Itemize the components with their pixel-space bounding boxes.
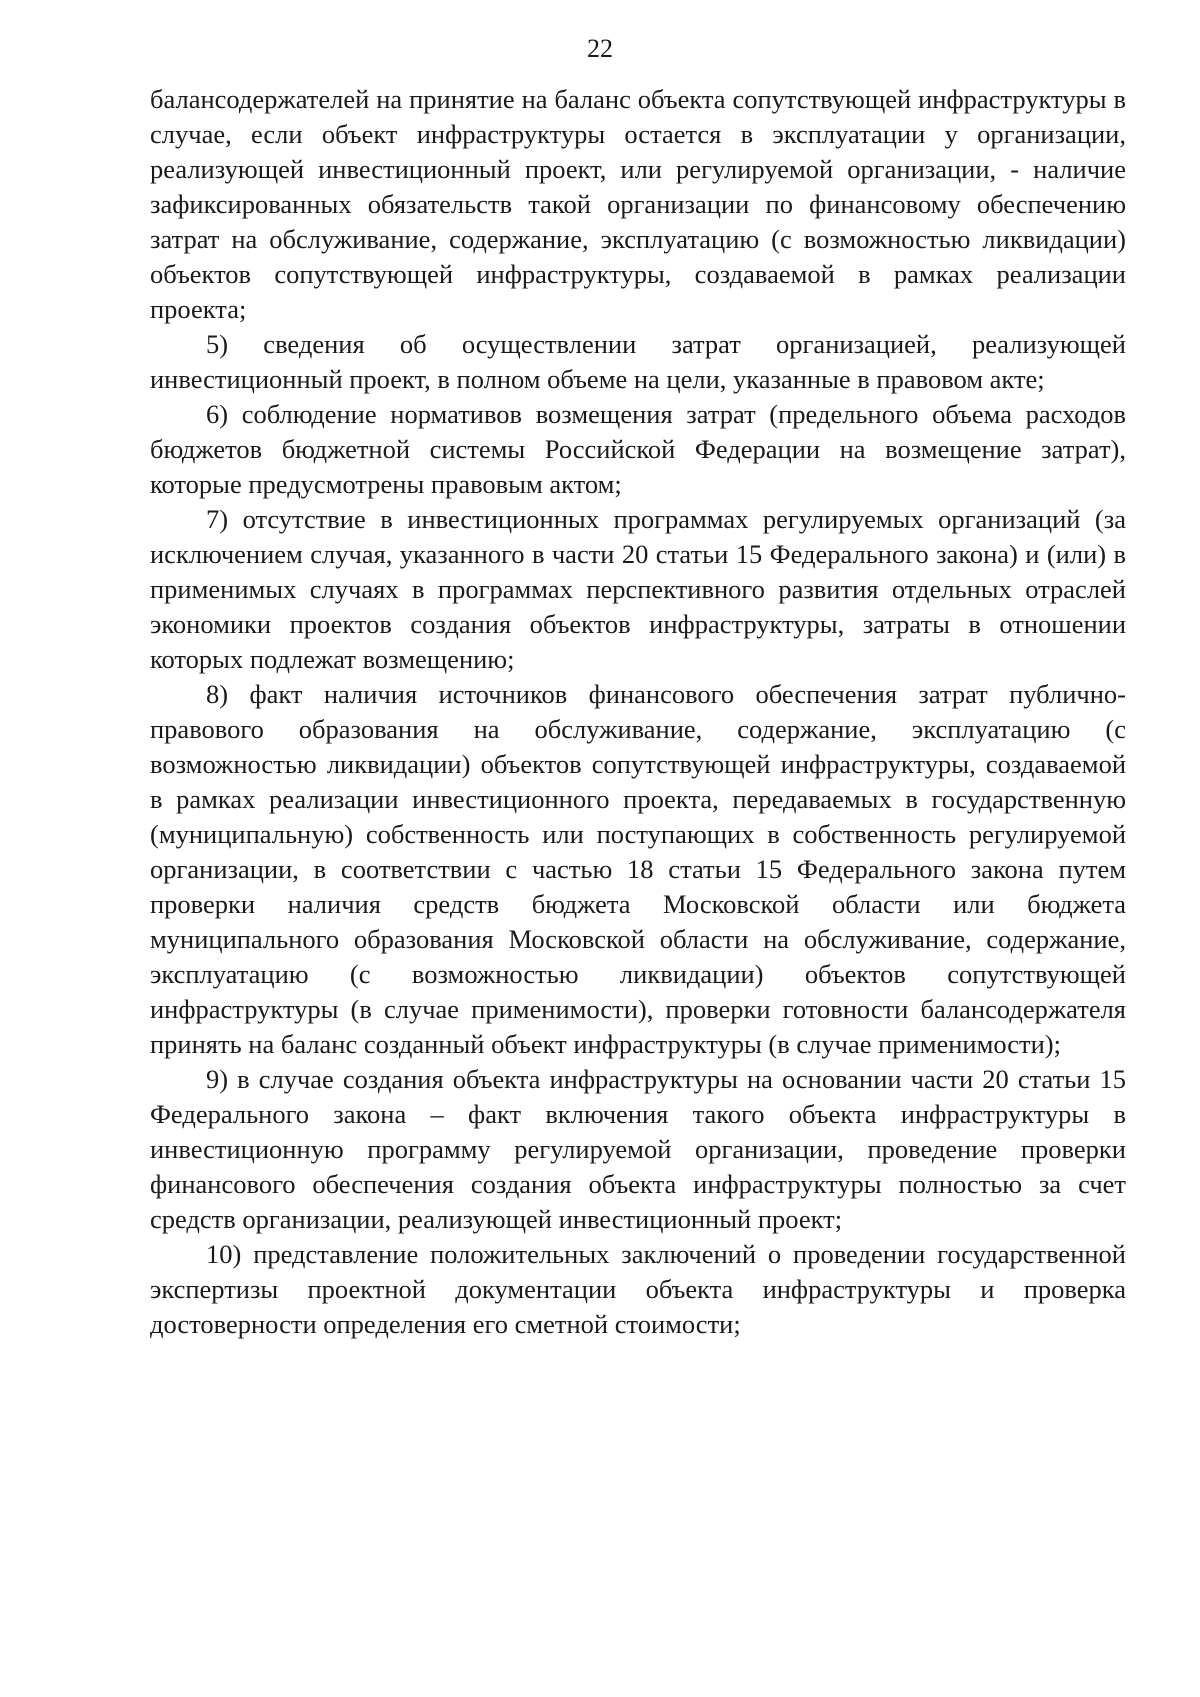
paragraph-item-6: 6) соблюдение нормативов возмещения затрат (предельного объема расходов бюджетов бюджетной системы Российской Федерации на возмещение затрат), которые предусмотрены правовым актом; <box>150 399 1126 499</box>
page-number: 22 <box>587 34 613 63</box>
paragraph-item-7: 7) отсутствие в инвестиционных программах регулируемых организаций (за исключением случая, указанного в части 20 статьи 15 Федерального закона) и (или) в применимых случаях в программах перспективного развития отдельных отраслей экономики проектов создания объектов инфраструктуры, затраты в отношении которых подлежат возмещению; <box>150 504 1126 674</box>
paragraph-item-8: 8) факт наличия источников финансового обеспечения затрат публично-правового образования на обслуживание, содержание, эксплуатацию (с возможностью ликвидации) объектов сопутствующей инфраструктуры, создаваемой в рамках реализации инвестиционного проекта, передаваемых в государственную (муниципальную) собственность или поступающих в собственность регулируемой организации, в соответствии с частью 18 статьи 15 Федерального закона путем проверки наличия средств бюджета Московской области или бюджета муниципального образования Московской области на обслуживание, содержание, эксплуатацию (с возможностью ликвидации) объектов сопутствующей инфраструктуры (в случае применимости), проверки готовности балансодержателя принять на баланс созданный объект инфраструктуры (в случае применимости); <box>150 679 1126 1059</box>
paragraph-continuation: балансодержателей на принятие на баланс объекта сопутствующей инфраструктуры в случае, если объект инфраструктуры остается в эксплуатации у организации, реализующей инвестиционный проект, или регулируемой организации, - наличие зафиксированных обязательств такой организации по финансовому обеспечению затрат на обслуживание, содержание, эксплуатацию (с возможностью ликвидации) объектов сопутствующей инфраструктуры, создаваемой в рамках реализации проекта; <box>150 84 1126 324</box>
document-body <box>150 82 1126 1342</box>
paragraph-item-5: 5) сведения об осуществлении затрат организацией, реализующей инвестиционный проект, в полном объеме на цели, указанные в правовом акте; <box>150 329 1126 394</box>
paragraph-item-10: 10) представление положительных заключений о проведении государственной экспертизы проектной документации объекта инфраструктуры и проверка достоверности определения его сметной стоимости; <box>150 1239 1126 1339</box>
paragraph-item-9: 9) в случае создания объекта инфраструктуры на основании части 20 статьи 15 Федерального закона – факт включения такого объекта инфраструктуры в инвестиционную программу регулируемой организации, проведение проверки финансового обеспечения создания объекта инфраструктуры полностью за счет средств организации, реализующей инвестиционный проект; <box>150 1064 1126 1234</box>
